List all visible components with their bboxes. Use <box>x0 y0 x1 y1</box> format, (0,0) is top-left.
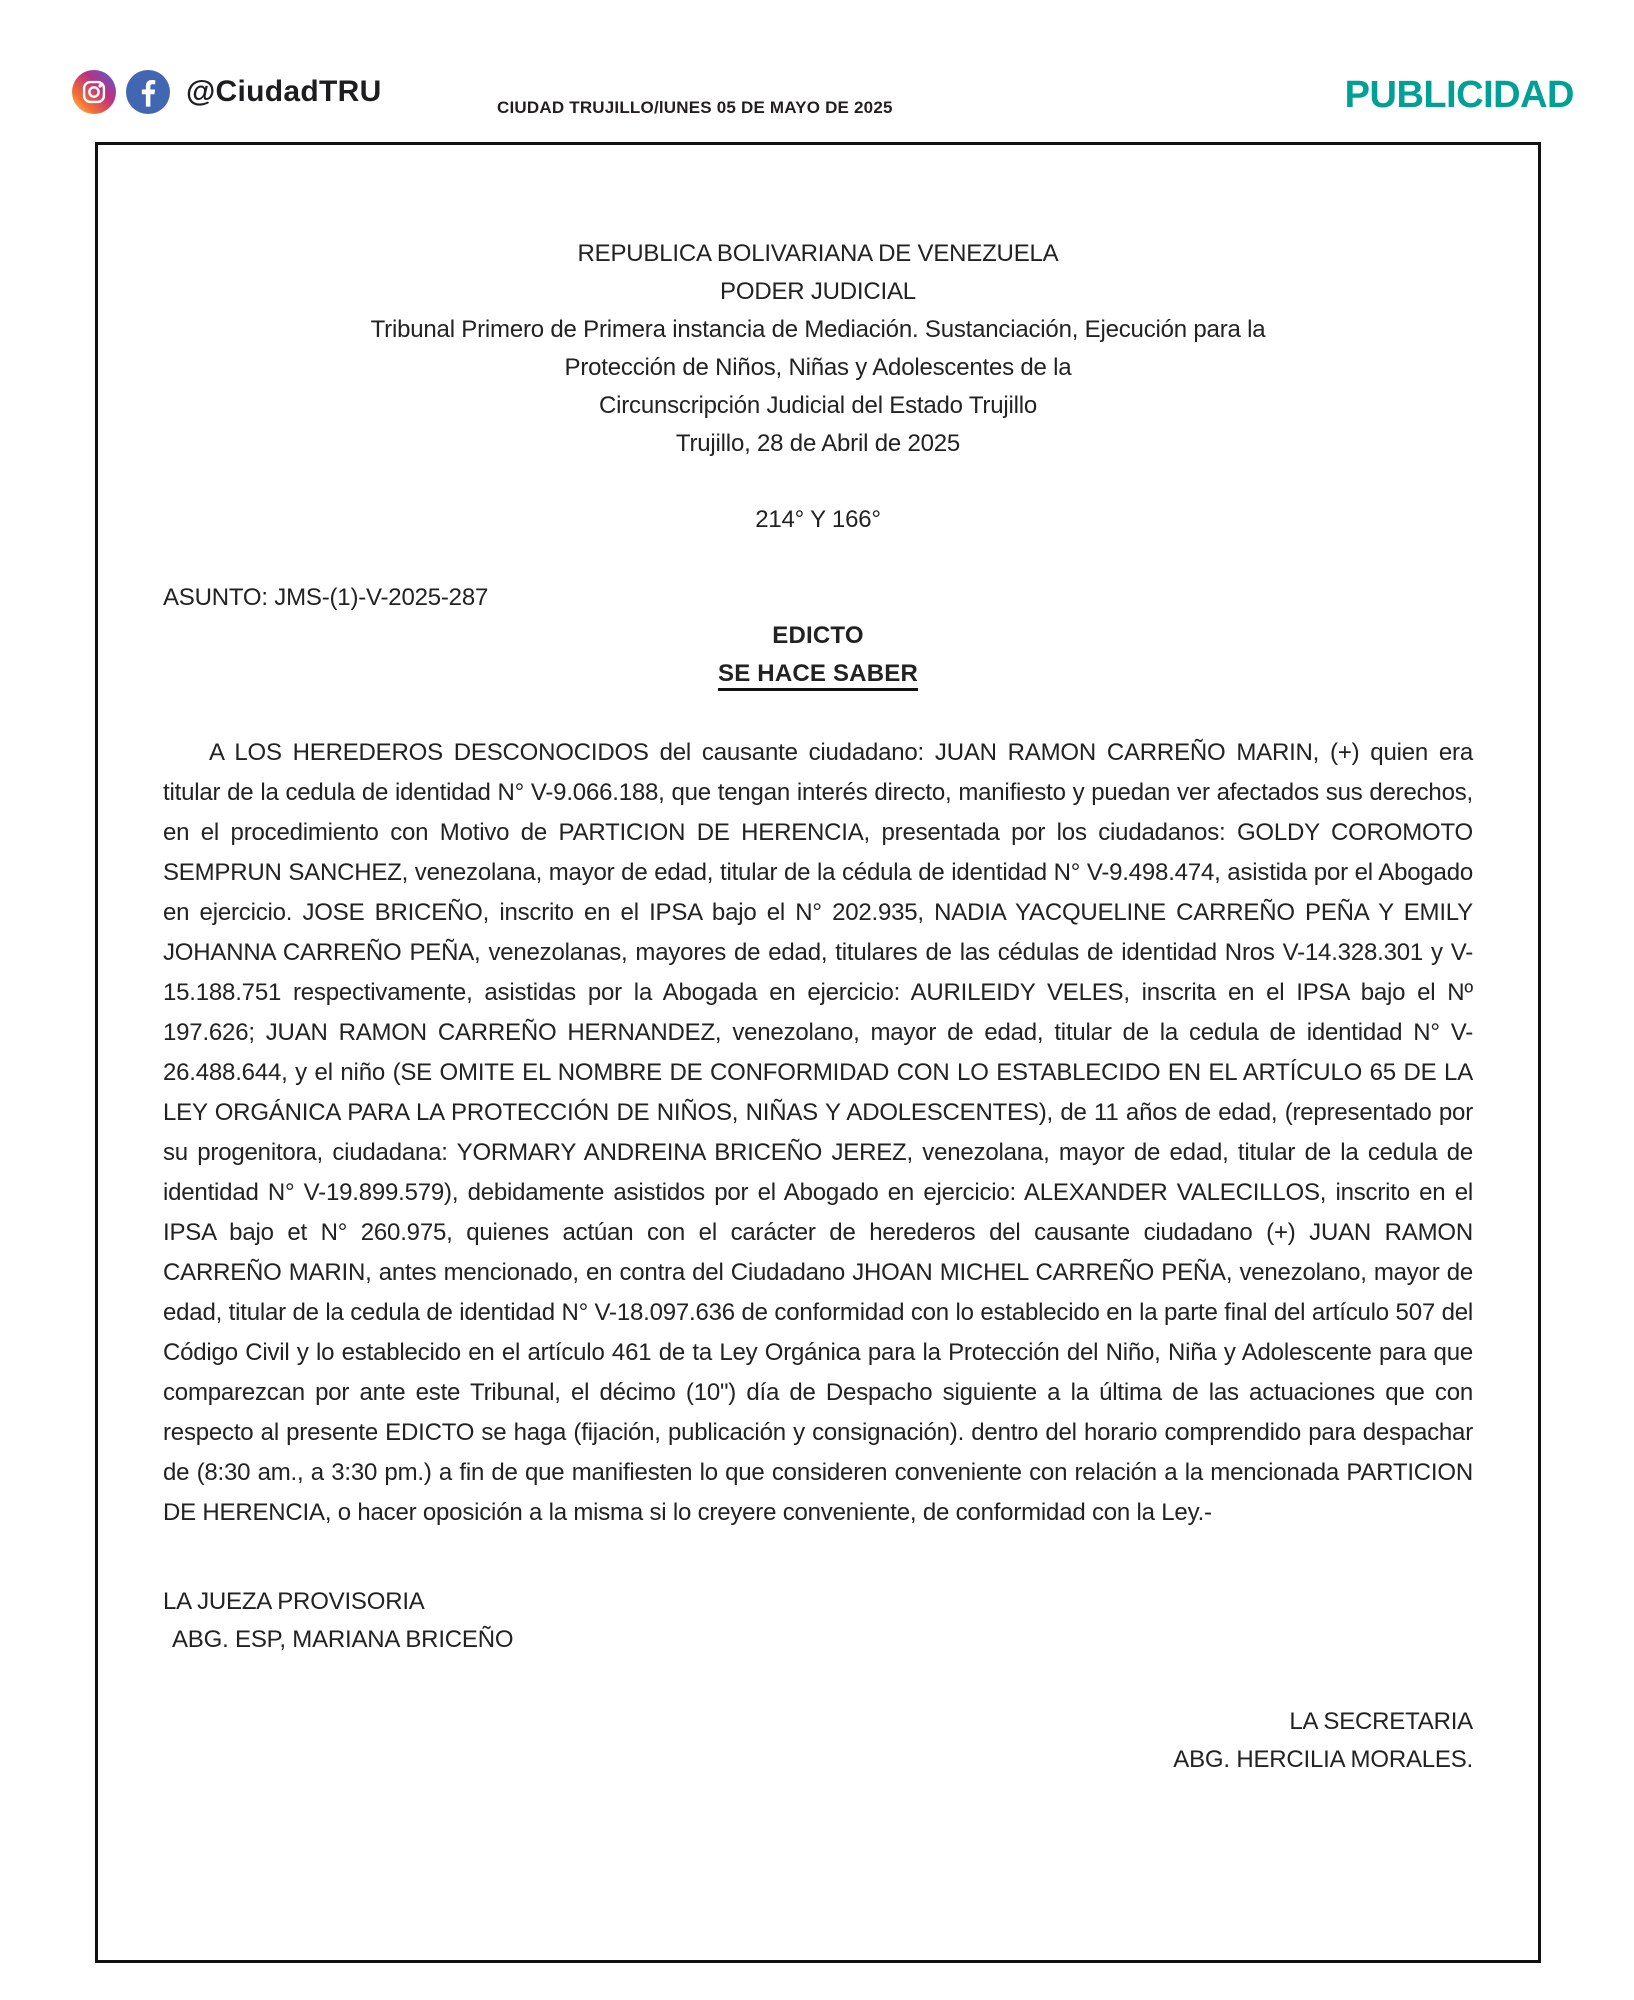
heading-line-tribunal: Tribunal Primero de Primera instancia de Mediación. Sustanciación, Ejecución para la <box>370 316 1266 343</box>
signature-judge <box>163 1583 1473 1659</box>
judge-title: LA JUEZA PROVISORIA <box>163 1588 425 1615</box>
heading-line-fecha: Trujillo, 28 de Abril de 2025 <box>675 430 961 457</box>
edicto-body-paragraph: A LOS HEREDEROS DESCONOCIDOS del causante ciudadano: JUAN RAMON CARREÑO MARIN, (+) quien era titular de la cedula de identidad N° V-9.066.188, que tengan interés directo, manifiesto y puedan ver afectados sus derechos, en el procedimiento con Motivo de PARTICION DE HERENCIA, presentada por los ciudadanos: GOLDY COROMOTO SEMPRUN SANCHEZ, venezolana, mayor de edad, titular de la cédula de identidad N° V-9.498.474, asistida por el Abogado en ejercicio. JOSE BRICEÑO, inscrito en el IPSA bajo el N° 202.935, NADIA YACQUELINE CARREÑO PEÑA Y EMILY JOHANNA CARREÑO PEÑA, venezolanas, mayores de edad, titulares de las cédulas de identidad Nros V-14.328.301 y V-15.188.751 respectivamente, asistidas por la Abogada en ejercicio: AURILEIDY VELES, inscrita en el IPSA bajo el Nº 197.626; JUAN RAMON CARREÑO HERNANDEZ, venezolano, mayor de edad, titular de la cedula de identidad N° V-26.488.644, y el niño (SE OMITE EL NOMBRE DE CONFORMIDAD CON LO ESTABLECIDO EN EL ARTÍCULO 65 DE LA LEY ORGÁNICA PARA LA PROTECCIÓN DE NIÑOS, NIÑAS Y ADOLESCENTES), de 11 años de edad, (representado por su progenitora, ciudadana: YORMARY ANDREINA BRICEÑO JEREZ, venezolana, mayor de edad, titular de la cedula de identidad N° V-19.899.579), debidamente asistidos por el Abogado en ejercicio: ALEXANDER VALECILLOS, inscrito en el IPSA bajo et N° 260.975, quienes actúan con el carácter de herederos del causante ciudadano (+) JUAN RAMON CARREÑO MARIN, antes mencionado, en contra del Ciudadano JHOAN MICHEL CARREÑO PEÑA, venezolano, mayor de edad, titular de la cedula de identidad N° V-18.097.636 de conformidad con lo establecido en la parte final del artículo 507 del Código Civil y lo establecido en el artículo 461 de ta Ley Orgánica para la Protección del Niño, Niña y Adolescente para que comparezcan por ante este Tribunal, el décimo (10") día de Despacho siguiente a la última de las actuaciones que con respecto al presente EDICTO se haga (fijación, publicación y consignación). dentro del horario comprendido para despachar de (8:30 am., a 3:30 pm.) a fin de que manifiesten lo que consideren conveniente con relación a la mencionada PARTICION DE HERENCIA, o hacer oposición a la misma si lo creyere conveniente, de conformidad con la Ley.- <box>163 739 1473 1526</box>
secretary-name: ABG. HERCILIA MORALES. <box>1173 1746 1473 1773</box>
publicidad-label: PUBLICIDAD <box>1344 74 1574 116</box>
social-handle[interactable]: @CiudadTRU <box>186 75 382 108</box>
years-line: 214° Y 166° <box>755 506 881 533</box>
asunto-line: ASUNTO: JMS-(1)-V-2025-287 <box>163 584 489 611</box>
masthead-dateline: CIUDAD TRUJILLO/lUNES 05 DE MAYO DE 2025 <box>497 98 893 117</box>
heading-line-poder-judicial: PODER JUDICIAL <box>720 278 916 305</box>
instagram-icon[interactable] <box>72 70 116 114</box>
secretary-title: LA SECRETARIA <box>1289 1708 1473 1735</box>
se-hace-saber-text: SE HACE SABER <box>718 660 918 691</box>
signature-secretary <box>163 1703 1473 1779</box>
facebook-icon[interactable] <box>126 70 170 114</box>
judge-name: ABG. ESP, MARIANA BRICEÑO <box>172 1626 514 1653</box>
edicto-title: EDICTO <box>772 622 864 649</box>
social-links <box>72 70 382 114</box>
heading-line-circunscripcion: Circunscripción Judicial del Estado Trujillo <box>598 392 1038 419</box>
edicto-document <box>95 142 1541 1963</box>
heading-line-proteccion: Protección de Niños, Niñas y Adolescentes de la <box>564 354 1072 381</box>
se-hace-saber-subtitle <box>163 655 1473 693</box>
masthead-bar <box>0 68 1634 128</box>
heading-line-republica: REPUBLICA BOLIVARIANA DE VENEZUELA <box>577 240 1059 267</box>
